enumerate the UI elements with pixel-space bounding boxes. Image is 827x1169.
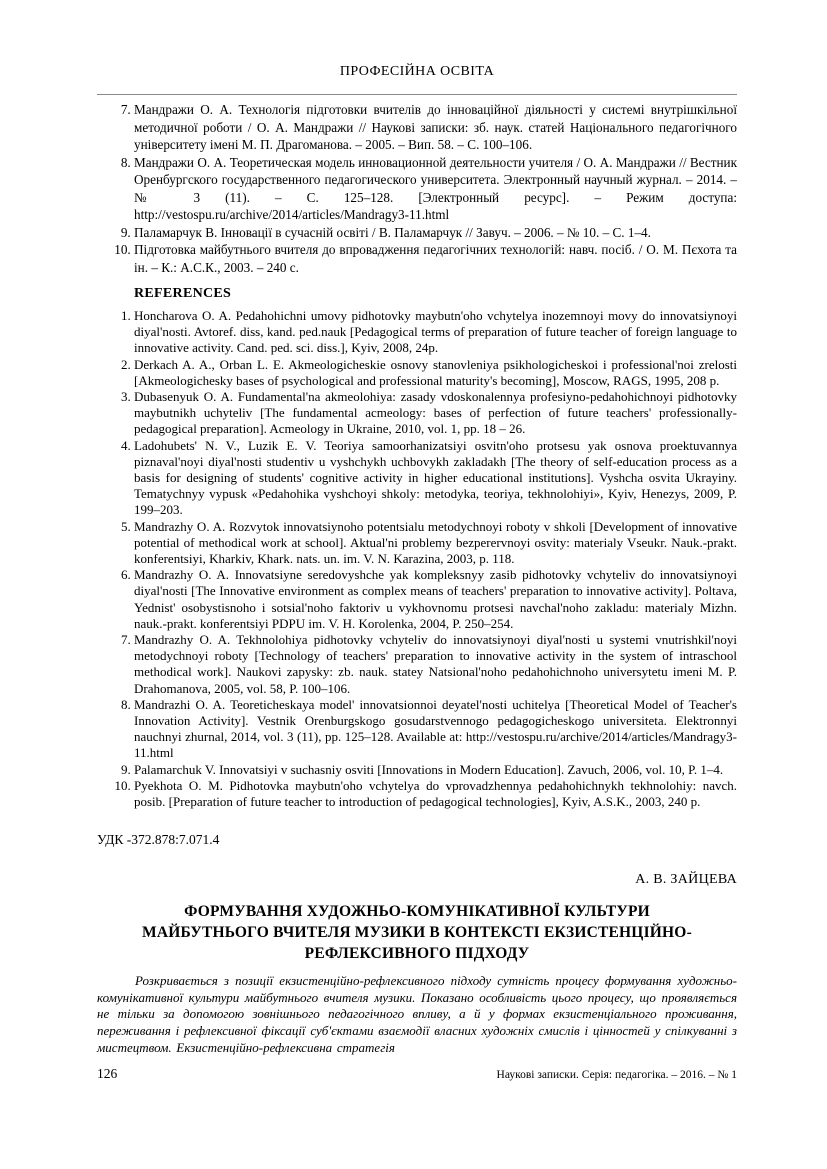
reference-item: 3. Dubasenyuk O. A. Fundamental'na akmeolohiya: zasady vdoskonalennya profesiyno-pedahohichnoyi pidhotovky maybutnikh uchyteliv [The fundamental acmeology: bases of perfection of future teachers' professionally-pedagogical preparation]. Acmeology in Ukraine, 2010, vol. 1, pp. 18 – 26. bbox=[134, 389, 737, 438]
bibliography-uk-list bbox=[97, 101, 737, 276]
reference-item: 8. Mandrazhi O. A. Teoreticheskaya model' innovatsionnoi deyatel'nosti uchitelya [Theoretical Model of Teacher's Innovation Activity]. Vestnik Orenburgskogo gosudarstvennogo pedagogicheskogo universiteta. Elektronnyi nauchnyi zhurnal, 2014, vol. 3 (11), pp. 125–128. Available at: http://vestospu.ru/archive/2014/articles/Mandragy3-11.html bbox=[134, 697, 737, 762]
reference-item: 7. Mandrazhy O. A. Tekhnolohiya pidhotovky vchyteliv do innovatsiynoyi diyal'nosti u systemi vnutrishkil'noyi metodychnoyi roboty [Technology of teachers' preparation to innovative activity in the system of intraschool methodical work]. Naukovi zapysky: zb. nauk. statey Natsional'noho pedahohichnoho universytetu imeni M. P. Drahomanova, 2005, vol. 58, P. 100–106. bbox=[134, 632, 737, 697]
running-head bbox=[97, 62, 737, 95]
article-author: А. В. ЗАЙЦЕВА bbox=[635, 872, 737, 888]
reference-item: 10. Pyekhota O. M. Pidhotovka maybutn'oho vchytelya do vprovadzhennya pedahohichnykh tekhnolohiy: navch. posib. [Preparation of future teacher to introduction of pedagogical technologies], Kyiv, A.S.K., 2003, 240 p. bbox=[134, 778, 737, 810]
bibliography-uk-item: 10. Підготовка майбутнього вчителя до впровадження педагогічних технологій: навч. посіб. / О. М. Пєхота та ін. – К.: А.С.К., 2003. – 240 с. bbox=[134, 241, 737, 276]
references-list bbox=[97, 308, 737, 810]
article-title-line: ФОРМУВАННЯ ХУДОЖНЬО-КОМУНІКАТИВНОЇ КУЛЬТУРИ bbox=[184, 903, 650, 921]
udk-code: УДК -372.878:7.071.4 bbox=[97, 832, 220, 848]
article-title-line: РЕФЛЕКСИВНОГО ПІДХОДУ bbox=[304, 945, 530, 963]
page-content bbox=[97, 62, 737, 1056]
page-footer bbox=[97, 1066, 737, 1082]
references-heading: REFERENCES bbox=[134, 286, 232, 301]
bibliography-uk-item: 9. Паламарчук В. Інновації в сучасній освіті / В. Паламарчук // Завуч. – 2006. – № 10. – С. 1–4. bbox=[134, 224, 737, 242]
page-number: 126 bbox=[97, 1066, 118, 1081]
bibliography-uk-item: 7. Мандражи О. А. Технологія підготовки вчителів до інноваційної діяльності у системі внутрішкільної методичної роботи / О. А. Мандражи // Наукові записки: зб. наук. статей Національного педагогічного університету імені М. П. Драгоманова. – 2005. – Вип. 58. – С. 100–106. bbox=[134, 101, 737, 154]
reference-item: 6. Mandrazhy O. A. Innovatsiyne seredovyshche yak kompleksnyy zasib pidhotovky vchyteliv do innovatsiynoyi diyal'nosti [The Innovative environment as complex means of teachers' preparation to innovative activity]. Poltava, Yednist' osobystisnoho i sotsial'noho faktoriv u vykhovnomu protsesi navchal'noho zakladu: materialy Mizhn. nauk.-prakt. konferentsiyi PDPU im. V. H. Korolenka, 2004, P. 250–254. bbox=[134, 567, 737, 632]
article-title bbox=[97, 901, 737, 964]
article-title-line: МАЙБУТНЬОГО ВЧИТЕЛЯ МУЗИКИ В КОНТЕКСТІ ЕКЗИСТЕНЦІЙНО- bbox=[142, 924, 692, 942]
reference-item: 9. Palamarchuk V. Innovatsiyi v suchasniy osviti [Innovations in Modern Education]. Zavuch, 2006, vol. 10, P. 1–4. bbox=[134, 762, 737, 778]
article-abstract: Розкривається з позиції екзистенційно-рефлексивного підходу сутність процесу формування художньо-комунікативної культури майбутнього вчителя музики. Показано особливість цього процесу, що проявляється не тільки за допомогою зовнішнього педагогічного впливу, а й у формах екзистенціального проживання, переживання і рефлексивної фіксації суб'єктами взаємодії власних художніх смислів і цінностей у спілкуванні з мистецтвом. Екзистенційно-рефлексивна стратегія bbox=[97, 973, 737, 1055]
journal-info: Наукові записки. Серія: педагогіка. – 2016. – № 1 bbox=[496, 1069, 737, 1081]
reference-item: 4. Ladohubets' N. V., Luzik E. V. Teoriya samoorhanizatsiyi osvitn'oho protsesu yak osnova proektuvannya piznaval'noyi diyal'nosti studentiv u vyshchykh uchbovykh zakladakh [The theory of self-education process as a basis for designing of students' cognitive activity in higher educational institutions]. Vyshcha osvita Ukrayiny. Tematychnyy vypusk «Pedahohika vyshchoyi shkoly: metodyka, teoriya, tekhnolohiyi», Kyiv, Henezys, 2009, P. 199–203. bbox=[134, 438, 737, 519]
section-title: ПРОФЕСІЙНА ОСВІТА bbox=[339, 64, 495, 79]
reference-item: 1. Honcharova O. A. Pedahohichni umovy pidhotovky maybutn'oho vchytelya inozemnoyi movy do innovatsiynoyi diyal'nosti. Avtoref. diss, kand. ped.nauk [Pedagogical terms of preparation of future teacher of foreign language to innovative activity. Cand. ped. sci. diss.], Kyiv, 2008, 24p. bbox=[134, 308, 737, 357]
bibliography-uk-item: 8. Мандражи О. А. Теоретическая модель инновационной деятельности учителя / О. А. Мандражи // Вестник Оренбургского государственного педагогического университета. Электронный научный журнал. – 2014. – № 3 (11). – С. 125–128. [Электронный ресурс]. – Режим доступа: http://vestospu.ru/archive/2014/articles/Mandragy3-11.html bbox=[134, 154, 737, 224]
reference-item: 2. Derkach A. A., Orban L. E. Akmeologicheskie osnovy stanovleniya psikhologicheskoi i professional'noi zrelosti [Akmeologichesky bases of psychological and professional maturity's becoming], Moscow, RAGS, 1995, 208 p. bbox=[134, 357, 737, 389]
reference-item: 5. Mandrazhy O. A. Rozvytok innovatsiynoho potentsialu metodychnoyi roboty v shkoli [Development of innovative potential of methodical work at school]. Aktual'ni problemy bezperervnoyi osvity: materialy Vseukr. Nauk.-prakt. konferentsiyi, Kharkiv, Khark. nats. un. im. V. N. Karazina, 2003, p. 118. bbox=[134, 519, 737, 568]
